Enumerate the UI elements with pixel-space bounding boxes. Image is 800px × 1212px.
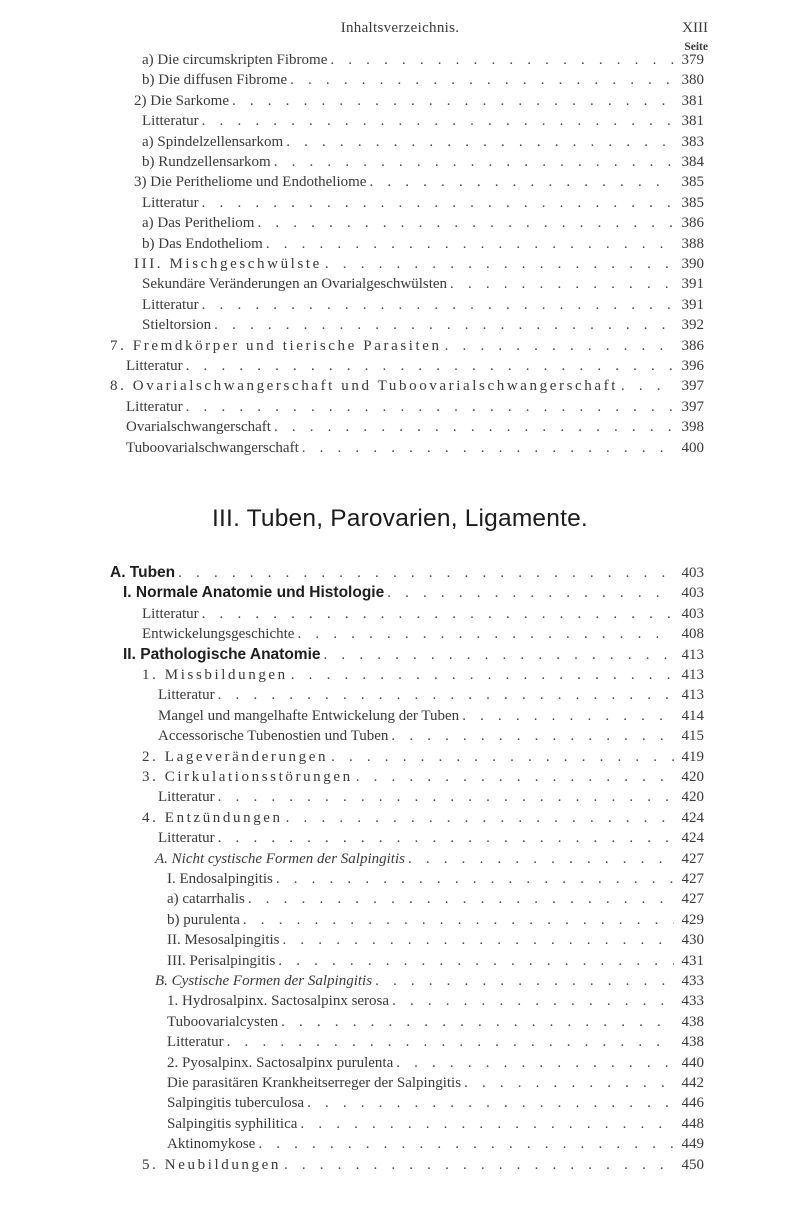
leader-dots	[284, 1155, 674, 1175]
toc-entry-label: Litteratur	[142, 296, 199, 313]
toc-entry-label: Litteratur	[142, 194, 199, 211]
leader-dots	[331, 747, 674, 767]
toc-entry	[142, 808, 704, 828]
toc-entry-label: 1. Missbildungen	[142, 667, 288, 683]
toc-entry	[142, 111, 704, 131]
leader-dots	[202, 193, 674, 213]
running-head-title: Inhaltsverzeichnis.	[340, 20, 460, 36]
toc-entry-page: 381	[681, 92, 704, 109]
toc-entry-page: 429	[681, 911, 704, 928]
toc-entry-label: A. Nicht cystische Formen der Salpingitis	[155, 850, 405, 867]
toc-entry-label: b) Die diffusen Fibrome	[142, 72, 288, 89]
toc-entry-label: 1. Hydrosalpinx. Sactosalpinx serosa	[167, 993, 390, 1010]
toc-entry-page: 380	[681, 72, 704, 89]
toc-entry-label: 5. Neubildungen	[142, 1156, 281, 1173]
toc-entry-page: 415	[681, 728, 704, 745]
running-head	[0, 20, 800, 38]
toc-entry-page: 408	[681, 626, 704, 643]
leader-dots	[300, 1114, 674, 1134]
leader-dots	[450, 274, 674, 294]
toc-entry-label: A. Tuben	[110, 564, 176, 581]
toc-entry-page: 413	[681, 646, 704, 663]
toc-entry-page: 424	[681, 809, 704, 826]
toc-entry-label: 2. Lageveränderungen	[142, 748, 329, 765]
toc-entry-page: 379	[681, 52, 704, 68]
toc-entry-page: 419	[681, 748, 704, 765]
toc-entry	[126, 438, 704, 458]
toc-entry-label: Accessorische Tubenostien und Tuben	[158, 728, 389, 745]
leader-dots	[186, 397, 674, 417]
toc-entry	[134, 172, 704, 192]
toc-entry-page: 391	[681, 296, 704, 313]
toc-entry	[167, 1134, 704, 1154]
toc-entry-page: 390	[681, 256, 704, 272]
toc-entry	[142, 132, 704, 152]
toc-entry-label: 8. Ovarialschwangerschaft und Tuboovarialschwangerschaft	[110, 378, 618, 395]
leader-dots	[387, 583, 674, 603]
toc-entry-page: 397	[681, 398, 704, 415]
toc-entry-page: 383	[681, 133, 704, 150]
toc-entry-page: 400	[681, 439, 704, 456]
leader-dots	[218, 828, 674, 848]
toc-entry	[167, 1053, 704, 1073]
leader-dots	[297, 624, 674, 644]
toc-entry-label: Aktinomykose	[167, 1136, 256, 1153]
toc-entry-label: Litteratur	[142, 605, 199, 622]
leader-dots	[283, 930, 675, 950]
toc-entry	[167, 1093, 704, 1113]
leader-dots	[408, 849, 674, 869]
toc-entry	[167, 930, 704, 950]
toc-entry	[167, 910, 704, 930]
leader-dots	[186, 356, 674, 376]
toc-entry-label: Litteratur	[142, 113, 199, 130]
toc-entry-label: b) Rundzellensarkom	[142, 154, 271, 170]
toc-entry-page: 427	[681, 871, 704, 887]
toc-entry-page: 433	[681, 993, 704, 1010]
toc-entry	[167, 1012, 704, 1032]
toc-entry-page: 413	[681, 667, 704, 683]
toc-entry	[155, 849, 704, 869]
toc-entry-label: 3. Cirkulationsstörungen	[142, 769, 353, 785]
toc-entry-page: 385	[681, 194, 704, 211]
leader-dots	[218, 685, 674, 705]
leader-dots	[248, 889, 674, 909]
leader-dots	[243, 910, 674, 930]
toc-entry	[142, 193, 704, 213]
toc-entry-page: 413	[681, 687, 704, 704]
toc-entry	[167, 991, 704, 1011]
toc-entry-label: 3) Die Peritheliome und Endotheliome	[134, 174, 367, 191]
toc-entry	[167, 869, 704, 889]
toc-entry-page: 386	[681, 215, 704, 232]
toc-entry	[142, 1155, 704, 1175]
toc-entry-page: 398	[681, 419, 704, 436]
toc-entry-page: 386	[681, 337, 704, 354]
toc-entry	[142, 604, 704, 624]
toc-entry-page: 397	[681, 378, 704, 395]
leader-dots	[391, 726, 674, 746]
toc-entry	[167, 1114, 704, 1134]
toc-entry	[142, 70, 704, 90]
toc-entry	[158, 685, 704, 705]
leader-dots	[286, 132, 674, 152]
toc-entry	[123, 583, 704, 603]
toc-entry-label: Sekundäre Veränderungen an Ovarialgeschwülsten	[142, 276, 448, 293]
toc-entry-page: 385	[681, 174, 704, 191]
toc-entry	[134, 254, 704, 274]
toc-entry-label: 4. Entzündungen	[142, 809, 283, 826]
toc-entry-label: Tuboovarialcysten	[167, 1013, 279, 1030]
toc-entry-label: b) Das Endotheliom	[142, 235, 263, 252]
toc-entry-label: Litteratur	[126, 398, 183, 415]
toc-entry-page: 388	[681, 235, 704, 252]
leader-dots	[274, 152, 674, 172]
toc-entry	[126, 417, 704, 437]
leader-dots	[290, 70, 674, 90]
toc-entry-page: 381	[681, 113, 704, 130]
running-head-page-number: XIII	[682, 20, 708, 36]
toc-entry-label: I. Endosalpingitis	[167, 871, 273, 887]
toc-entry-label: III. Perisalpingitis	[167, 952, 276, 969]
leader-dots	[178, 563, 674, 583]
leader-dots	[621, 376, 674, 396]
toc-entry-label: I. Normale Anatomie und Histologie	[123, 584, 385, 602]
toc-entry	[167, 889, 704, 909]
leader-dots	[445, 336, 674, 356]
leader-dots	[232, 91, 674, 111]
toc-entry-label: Litteratur	[126, 358, 183, 374]
toc-entry	[142, 50, 704, 70]
toc-entry-page: 433	[681, 973, 704, 989]
toc-entry-label: II. Mesosalpingitis	[167, 932, 280, 949]
leader-dots	[214, 315, 674, 335]
toc-entry-label: Litteratur	[158, 789, 215, 806]
toc-entry-page: 427	[681, 891, 704, 908]
leader-dots	[356, 767, 674, 787]
toc-entry-label: B. Cystische Formen der Salpingitis	[155, 973, 373, 989]
toc-entry	[158, 726, 704, 746]
toc-entry-page: 430	[681, 932, 704, 949]
toc-entry-page: 427	[681, 850, 704, 867]
toc-entry-label: III. Mischgeschwülste	[134, 256, 322, 272]
toc-entry-page: 403	[681, 565, 704, 581]
toc-entry-page: 440	[681, 1054, 704, 1071]
leader-dots	[464, 1073, 674, 1093]
toc-entry	[167, 1073, 704, 1093]
toc-entry	[158, 706, 704, 726]
toc-entry-label: b) purulenta	[167, 911, 240, 928]
toc-entry-label: Litteratur	[158, 687, 215, 704]
leader-dots	[462, 706, 674, 726]
toc-entry-label: a) Das Peritheliom	[142, 215, 255, 232]
section-heading: III. Tuben, Parovarien, Ligamente.	[212, 505, 588, 532]
toc-entry	[142, 747, 704, 767]
toc-entry-page: 438	[681, 1013, 704, 1030]
toc-entry	[142, 624, 704, 644]
toc-entry	[155, 971, 704, 991]
toc-entry	[110, 376, 704, 396]
toc-entry	[126, 397, 704, 417]
toc-entry-label: Tuboovarialschwangerschaft	[126, 439, 299, 456]
leader-dots	[202, 295, 674, 315]
leader-dots	[302, 438, 674, 458]
toc-entry-page: 392	[681, 317, 704, 334]
toc-entry	[142, 767, 704, 787]
toc-entry-page: 448	[681, 1115, 704, 1132]
toc-entry-label: Entwickelungsgeschichte	[142, 626, 295, 643]
toc-entry	[123, 645, 704, 665]
toc-entry-label: II. Pathologische Anatomie	[123, 645, 321, 663]
toc-entry-label: Stieltorsion	[142, 317, 212, 334]
toc-entry	[110, 563, 704, 583]
toc-entry-label: 2. Pyosalpinx. Sactosalpinx purulenta	[167, 1054, 394, 1071]
toc-entry-label: Litteratur	[158, 830, 215, 847]
toc-entry	[134, 91, 704, 111]
leader-dots	[307, 1093, 674, 1113]
toc-entry-page: 442	[681, 1075, 704, 1091]
leader-dots	[258, 1134, 674, 1154]
toc-entry-label: Salpingitis tuberculosa	[167, 1095, 305, 1112]
toc-entry	[142, 213, 704, 233]
toc-entry	[142, 665, 704, 685]
toc-entry-label: 2) Die Sarkome	[134, 92, 229, 109]
toc-entry	[167, 951, 704, 971]
leader-dots	[276, 869, 674, 889]
toc-entry	[142, 274, 704, 294]
toc-entry-page: 449	[681, 1136, 704, 1153]
leader-dots	[392, 991, 674, 1011]
toc-entry	[167, 1032, 704, 1052]
leader-dots	[396, 1053, 674, 1073]
toc-entry-label: Mangel und mangelhafte Entwickelung der Tuben	[158, 707, 460, 724]
toc-entry-label: a) catarrhalis	[167, 891, 245, 908]
toc-entry-label: Salpingitis syphilitica	[167, 1115, 298, 1132]
leader-dots	[227, 1032, 674, 1052]
seite-column-label: Seite	[684, 41, 708, 53]
toc-entry-label: a) Die circumskripten Fibrome	[142, 52, 328, 68]
toc-entry-label: Ovarialschwangerschaft	[126, 419, 271, 436]
leader-dots	[281, 1012, 674, 1032]
toc-entry	[142, 315, 704, 335]
leader-dots	[202, 604, 674, 624]
toc-entry	[142, 152, 704, 172]
toc-entry	[142, 295, 704, 315]
toc-entry-page: 424	[681, 830, 704, 847]
toc-entry-page: 438	[681, 1034, 704, 1051]
toc-entry	[158, 828, 704, 848]
toc-entry-page: 391	[681, 276, 704, 293]
leader-dots	[257, 213, 674, 233]
toc-entry	[142, 234, 704, 254]
leader-dots	[330, 50, 674, 70]
toc-entry-page: 396	[681, 358, 704, 374]
leader-dots	[278, 951, 674, 971]
toc-entry-page: 431	[681, 952, 704, 969]
leader-dots	[274, 417, 674, 437]
leader-dots	[324, 645, 674, 665]
toc-entry	[158, 787, 704, 807]
leader-dots	[286, 808, 674, 828]
leader-dots	[291, 665, 674, 685]
toc-entry-page: 403	[681, 585, 704, 602]
toc-entry-page: 403	[681, 605, 704, 622]
toc-entry-label: Litteratur	[167, 1034, 224, 1051]
leader-dots	[266, 234, 674, 254]
leader-dots	[375, 971, 674, 991]
leader-dots	[202, 111, 674, 131]
toc-entry-page: 450	[681, 1156, 704, 1173]
toc-entry-label: 7. Fremdkörper und tierische Parasiten	[110, 337, 442, 354]
toc-entry-page: 420	[681, 789, 704, 806]
toc-entry-page: 384	[681, 154, 704, 170]
leader-dots	[325, 254, 674, 274]
toc-entry	[126, 356, 704, 376]
toc-entry-label: a) Spindelzellensarkom	[142, 133, 284, 150]
toc-entry	[110, 336, 704, 356]
toc-entry-page: 420	[681, 769, 704, 785]
toc-entry-label: Die parasitären Krankheitserreger der Salpingitis	[167, 1075, 462, 1091]
leader-dots	[369, 172, 674, 192]
leader-dots	[218, 787, 674, 807]
toc-entry-page: 446	[681, 1095, 704, 1112]
toc-entry-page: 414	[681, 707, 704, 724]
